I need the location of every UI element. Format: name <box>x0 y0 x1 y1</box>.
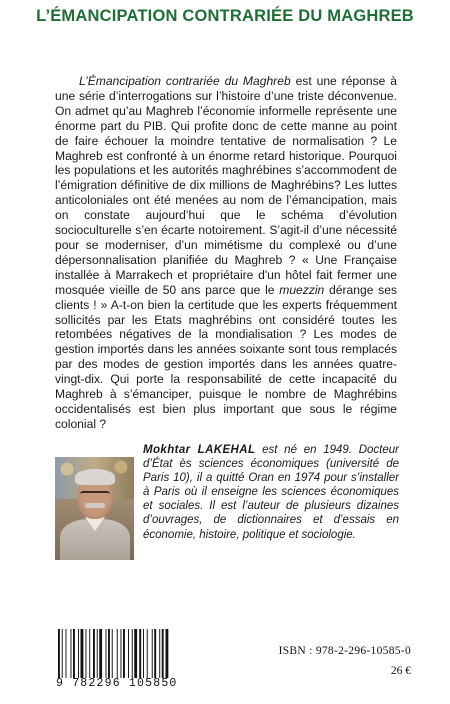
author-photo <box>55 457 134 560</box>
back-cover-blurb <box>55 74 397 432</box>
blurb-book-title: L’Émancipation contrariée du Maghreb <box>79 74 291 88</box>
blurb-text-part2: dérange ses clients ! » A-t-on bien la certitude que les experts fréquemment sollicités par les Etats maghrébins ont considéré toutes les retombées négatives de la mondialisation ? Les modes de gestion importés dans les années soixante sont tous remplacés par des modes de gestion importés dans les années quatre-vingt-dix. Qui porte la responsabilité de cette incapacité du Maghreb à s’émanciper, puisque le nombre de Maghrébins occidentalisés est bien plus important que sous le régime colonial ? <box>55 282 397 431</box>
author-bio-text: est né en 1949. Docteur d’État ès sciences économiques (université de Paris 10), il a quitté Oran en 1974 pour s’installer à Paris où il enseigne les sciences économiques et sociales. Il est l’auteur de plusieurs dizaines d’ouvrages, de dictionnaires et d’essais en économie, histoire, politique et sociologie. <box>143 444 399 541</box>
blurb-text-part1: est une réponse à une série d’interrogations sur l’histoire d’une triste déconvenue. On admet qu’au Maghreb l’économie informelle représente une énorme part du PIB. Qui profite donc de cette manne au point de faire échouer la moindre tentative de normalisation ? Le Maghreb est confronté à un énorme retard historique. Pourquoi les populations et les autorités maghrébines s’accommodent de l’émigration définitive de dix millions de Maghrébins? Les luttes anticoloniales ont été menées au nom de l’émancipation, mais on constate aujourd’hui que le schéma d’évolution socioculturelle s’en écarte notoirement. S’agit-il d’une nécessité pour se moderniser, d’un mimétisme du complexé ou d’une dépersonnalisation planifiée du Maghreb ? « Une Française installée à Marrakech et propriétaire d'un hôtel fait fermer une mosquée vieille de 50 ans parce que le <box>55 74 397 297</box>
author-bio <box>143 443 399 542</box>
isbn: ISBN : 978-2-296-10585-0 <box>278 645 411 657</box>
barcode-digits: 9 782296 105850 <box>56 677 178 690</box>
price: 26 € <box>390 665 411 677</box>
author-name: Mokhtar LAKEHAL <box>143 444 256 456</box>
book-title: L’ÉMANCIPATION CONTRARIÉE DU MAGHREB <box>36 7 414 25</box>
barcode <box>58 629 170 678</box>
blurb-muezzin-word: muezzin <box>279 282 325 297</box>
blurb-paragraph <box>55 74 397 432</box>
